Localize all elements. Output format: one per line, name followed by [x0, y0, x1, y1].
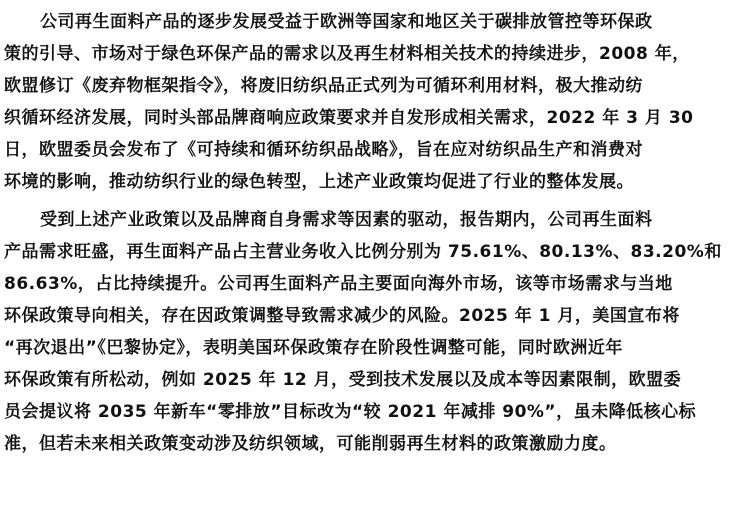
paragraph-2 — [4, 204, 724, 460]
paragraph-line: 日，欧盟委员会发布了《可持续和循环纺织品战略》，旨在应对纺织品生产和消费对 — [4, 140, 643, 160]
paragraph-line: 环保政策导向相关，存在因政策调整导致需求减少的风险。2025 年 1 月，美国宣布将 — [4, 306, 680, 326]
paragraph-line: 环保政策有所松动，例如 2025 年 12 月，受到技术发展以及成本等因素限制，欧盟委 — [4, 370, 682, 390]
paragraph-line: 公司再生面料产品的逐步发展受益于欧洲等国家和地区关于碳排放管控等环保政 — [40, 12, 653, 32]
paragraph-line: 86.63%，占比持续提升。公司再生面料产品主要面向海外市场，该等市场需求与当地 — [4, 274, 673, 294]
paragraph-line: 欧盟修订《废弃物框架指令》，将废旧纺织品正式列为可循环利用材料，极大推动纺 — [4, 76, 643, 96]
document-body — [4, 6, 724, 460]
paragraph-1 — [4, 6, 724, 198]
paragraph-line: 员会提议将 2035 年新车“零排放”目标改为“较 2021 年减排 90%”，虽未降低核心标 — [4, 402, 697, 422]
paragraph-line: 准，但若未来相关政策变动涉及纺织领域，可能削弱再生材料的政策激励力度。 — [4, 434, 617, 454]
paragraph-line: 策的引导、市场对于绿色环保产品的需求以及再生材料相关技术的持续进步，2008 年， — [4, 44, 690, 64]
paragraph-line: 受到上述产业政策以及品牌商自身需求等因素的驱动，报告期内，公司再生面料 — [40, 210, 653, 230]
paragraph-line: 产品需求旺盛，再生面料产品占主营业务收入比例分别为 75.61%、80.13%、83.20%和 — [4, 242, 722, 262]
paragraph-line: 环境的影响，推动纺织行业的绿色转型，上述产业政策均促进了行业的整体发展。 — [4, 172, 634, 192]
paragraph-line: 织循环经济发展，同时头部品牌商响应政策要求并自发形成相关需求，2022 年 3 月 30 — [4, 108, 694, 128]
paragraph-line: “再次退出”《巴黎协定》，表明美国环保政策存在阶段性调整可能，同时欧洲近年 — [4, 338, 623, 358]
